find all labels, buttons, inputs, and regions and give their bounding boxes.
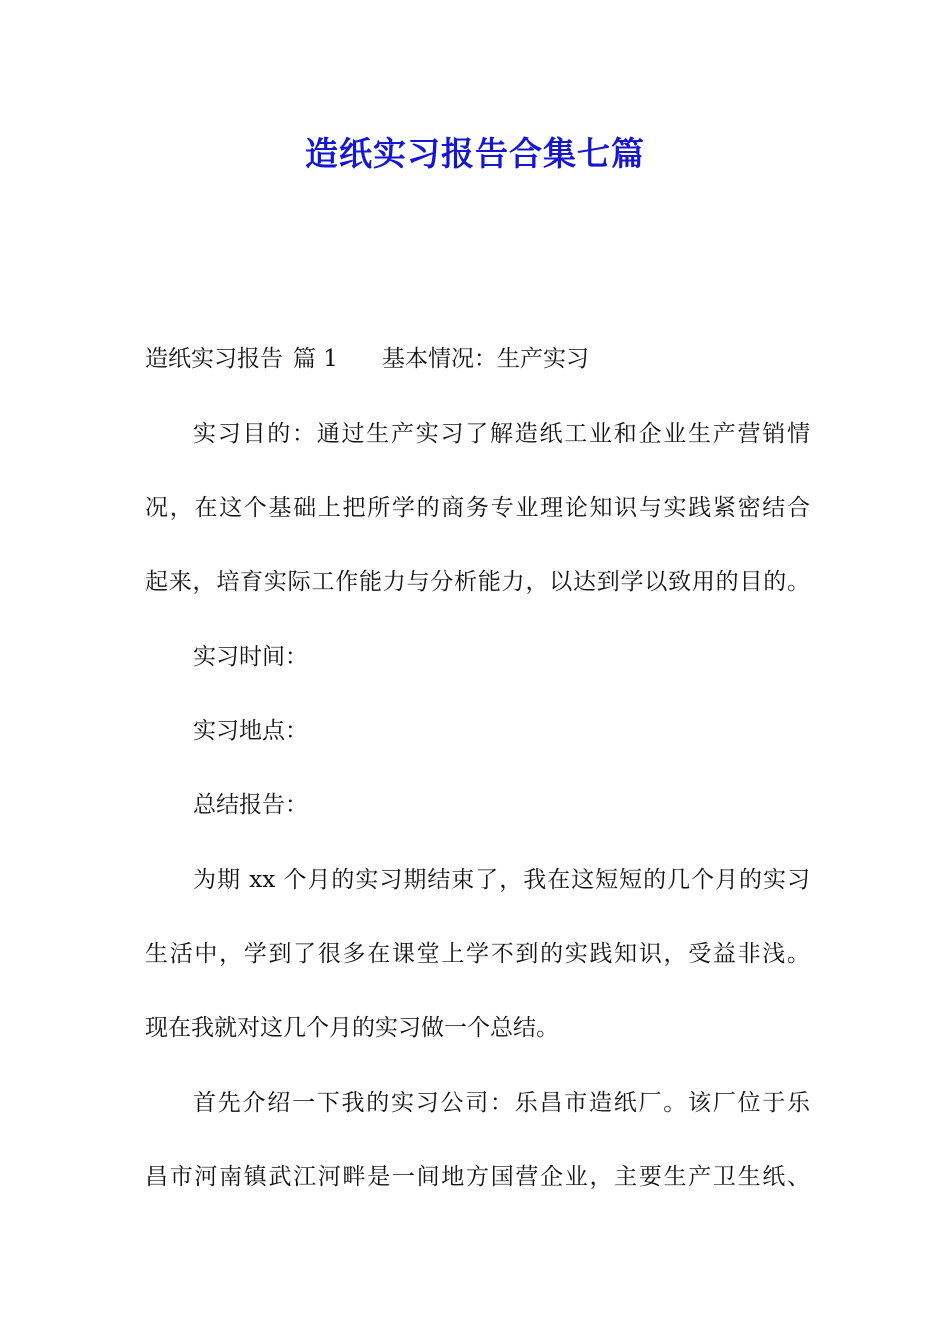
paragraph-line: 昌市河南镇武江河畔是一间地方国营企业，主要生产卫生纸、 <box>145 1164 810 1190</box>
paragraph-line: 首先介绍一下我的实习公司：乐昌市造纸厂。该厂位于乐 <box>193 1090 810 1116</box>
internship-time-label: 实习时间： <box>193 644 308 670</box>
report-heading-line <box>145 343 810 375</box>
paragraph-line: 现在我就对这几个月的实习做一个总结。 <box>145 1015 559 1041</box>
paragraph-line: 况，在这个基础上把所学的商务专业理论知识与实践紧密结合 <box>145 495 810 521</box>
section-label: 造纸实习报告 <box>145 346 283 372</box>
internship-location-label: 实习地点： <box>193 718 308 744</box>
paragraph-line: 实习目的：通过生产实习了解造纸工业和企业生产营销情 <box>193 421 810 447</box>
basic-info: 基本情况：生产实习 <box>381 346 589 372</box>
summary-report-label: 总结报告： <box>193 792 308 818</box>
paragraph-line: 为期 xx 个月的实习期结束了，我在这短短的几个月的实习 <box>193 867 810 893</box>
paragraph-line: 起来，培育实际工作能力与分析能力，以达到学以致用的目的。 <box>145 569 810 595</box>
paragraph-line: 生活中，学到了很多在课堂上学不到的实践知识，受益非浅。 <box>145 941 810 967</box>
part-label: 篇 1 <box>293 346 338 372</box>
document-title: 造纸实习报告合集七篇 <box>305 134 645 173</box>
